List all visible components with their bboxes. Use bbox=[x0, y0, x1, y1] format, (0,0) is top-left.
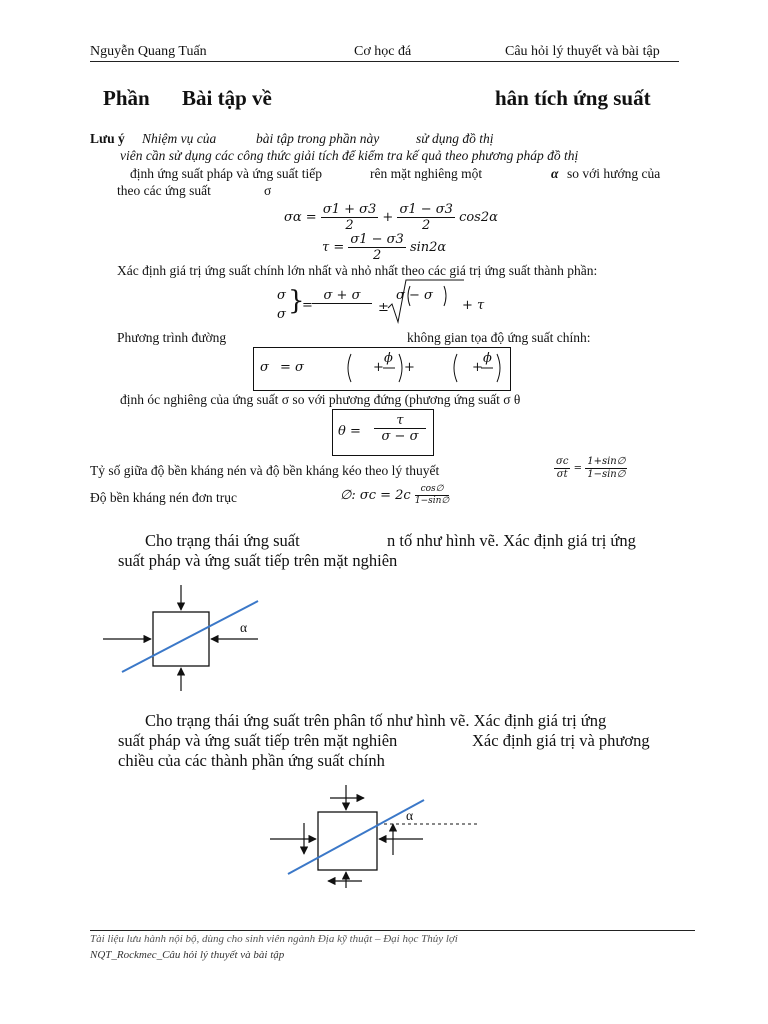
formula2-tail: sin2α bbox=[409, 240, 447, 255]
ratio-lhs-num: σc bbox=[556, 456, 569, 467]
angle-frac bbox=[374, 413, 426, 444]
formula2-lhs: τ = bbox=[322, 240, 345, 255]
line-eq-text-b: không gian tọa độ ứng suất chính: bbox=[407, 330, 591, 345]
uniaxial-text: Độ bền kháng nén đơn trục bbox=[90, 490, 237, 505]
problem1-line1-a: Cho trạng thái ứng suất bbox=[145, 531, 300, 550]
note-line3-c: so với hướng của bbox=[567, 166, 661, 181]
ratio-text: Tỷ số giữa độ bền kháng nén và độ bền kháng kéo theo lý thuyết bbox=[90, 463, 440, 478]
element-square bbox=[153, 612, 209, 666]
principal-sigma-top: σ bbox=[277, 288, 286, 303]
ratio-rhs-den: 1−sin∅ bbox=[587, 469, 626, 480]
header-subject: Cơ học đá bbox=[354, 44, 412, 59]
note-label: Lưu ý bbox=[90, 131, 125, 146]
problem2-alpha-label: α bbox=[406, 808, 414, 823]
line-eq-plus1: + bbox=[373, 360, 384, 375]
problem1-alpha-label: α bbox=[240, 620, 248, 635]
header-author: Nguyễn Quang Tuấn bbox=[90, 44, 207, 59]
header-rule bbox=[90, 61, 679, 62]
formula1-lhs: σα = bbox=[284, 210, 317, 225]
formula1-den1: 2 bbox=[345, 218, 354, 233]
angle-num: τ bbox=[374, 413, 426, 429]
principal-frac bbox=[312, 288, 372, 319]
note-alpha: α bbox=[551, 166, 559, 181]
note-line3-b: rên mặt nghiêng một bbox=[370, 166, 483, 181]
uniaxial-num: cos∅ bbox=[415, 484, 449, 496]
ratio-eq: = bbox=[573, 463, 583, 474]
principal-text: Xác định giá trị ứng suất chính lớn nhất và nhỏ nhất theo các giá trị ứng suất thành phần: bbox=[117, 263, 598, 278]
note-line1-b: bài tập trong phần này bbox=[256, 131, 380, 146]
angle-den: σ − σ bbox=[381, 429, 419, 444]
line-eq-phi2: ϕ bbox=[483, 351, 492, 366]
formula1-plus: + bbox=[382, 210, 394, 225]
ratio-lhs-den: σt bbox=[556, 469, 568, 480]
note-line4-sigma: σ bbox=[264, 183, 272, 198]
note-line1-a: Nhiệm vụ của bbox=[142, 131, 217, 146]
problem2-line1: Cho trạng thái ứng suất trên phân tố như hình vẽ. Xác định giá trị ứng bbox=[145, 711, 607, 730]
note-line1-c: sử dụng đồ thị bbox=[416, 131, 494, 146]
principal-plus-tau: + τ bbox=[462, 298, 485, 313]
principal-pm: ± bbox=[378, 300, 389, 315]
line-eq-eq-sigma: = σ bbox=[280, 360, 304, 375]
uniaxial-formula-a: ∅: σc = 2c bbox=[340, 488, 411, 503]
principal-num: σ + σ bbox=[312, 288, 372, 304]
formula2-num: σ1 − σ3 bbox=[350, 232, 404, 247]
note-line4-a: theo các ứng suất bbox=[117, 183, 211, 198]
principal-inner: σ − σ bbox=[396, 288, 433, 303]
uniaxial-formula bbox=[340, 484, 449, 507]
footer-rule bbox=[90, 930, 695, 931]
formula1-tail: cos2α bbox=[459, 210, 498, 225]
problem2-diagram bbox=[268, 782, 480, 892]
ratio-rhs-num: 1+sin∅ bbox=[587, 456, 626, 467]
title-part: Phần bbox=[103, 86, 150, 110]
ratio-formula bbox=[554, 456, 627, 481]
formula-shear-stress bbox=[322, 232, 446, 263]
principal-den bbox=[312, 304, 372, 319]
title-exercises: Bài tập về bbox=[182, 86, 272, 110]
footer-line1: Tài liệu lưu hành nội bộ, dùng cho sinh viên ngành Địa kỹ thuật – Đại học Thủy lợi bbox=[90, 933, 458, 945]
problem2-line2-b: Xác định giá trị và phương bbox=[472, 731, 650, 750]
note-line2: viên cần sử dụng các công thức giải tích để kiểm tra kế quả theo phương pháp đồ thị bbox=[120, 148, 579, 163]
principal-eq: = bbox=[302, 298, 313, 313]
line-eq-plus3: + bbox=[472, 360, 483, 375]
principal-brace: } bbox=[288, 286, 305, 316]
line-eq-sigma: σ bbox=[260, 360, 269, 375]
title-analysis: hân tích ứng suất bbox=[495, 86, 651, 110]
note-line3-a: định ứng suất pháp và ứng suất tiếp bbox=[130, 166, 322, 181]
problem1-line1-b: n tố như hình vẽ. Xác định giá trị ứng bbox=[387, 531, 636, 550]
header-topic: Câu hỏi lý thuyết và bài tập bbox=[505, 44, 660, 59]
problem1-diagram bbox=[100, 582, 270, 694]
formula1-den2: 2 bbox=[422, 218, 431, 233]
line-eq-phi1: ϕ bbox=[384, 351, 393, 366]
formula-normal-stress bbox=[284, 202, 498, 233]
angle-text: định óc nghiêng của ứng suất σ so với phương đứng (phương ứng suất σ θ bbox=[120, 392, 521, 407]
line-eq-plus2: + bbox=[404, 360, 415, 375]
problem1-line2: suất pháp và ứng suất tiếp trên mặt nghiên bbox=[118, 551, 398, 570]
angle-theta-eq: θ = bbox=[338, 424, 361, 439]
uniaxial-den: 1−sin∅ bbox=[414, 496, 450, 506]
problem2-line3: chiều của các thành phần ứng suất chính bbox=[118, 751, 385, 770]
problem2-line2-a: suất pháp và ứng suất tiếp trên mặt nghiên bbox=[118, 731, 398, 750]
footer-line2: NQT_Rockmec_Câu hỏi lý thuyết và bài tập bbox=[90, 949, 285, 961]
formula1-num1: σ1 + σ3 bbox=[322, 202, 377, 217]
principal-sigma-bottom: σ bbox=[277, 307, 286, 322]
formula1-num2: σ1 − σ3 bbox=[399, 202, 453, 217]
formula2-den: 2 bbox=[372, 248, 382, 263]
line-eq-text-a: Phương trình đường bbox=[117, 330, 227, 345]
